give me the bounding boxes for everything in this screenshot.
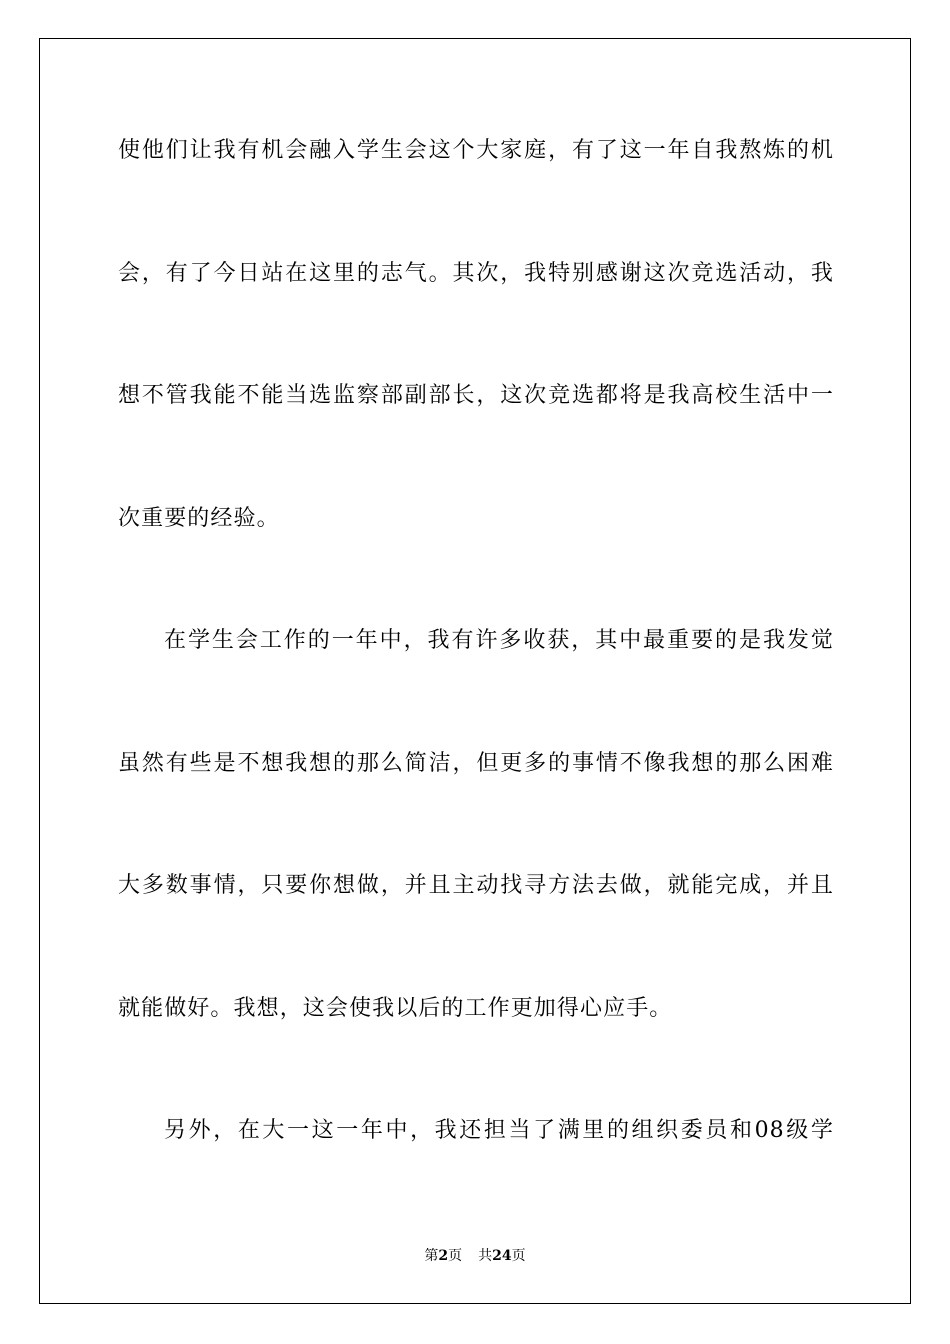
footer-total-pages: 24 — [492, 1248, 512, 1264]
body-text-line-4: 次重要的经验。 — [118, 506, 280, 531]
body-text-line-9: 另外，在大一这一年中，我还担当了满里的组织委员和08级学 — [164, 1118, 834, 1143]
footer-page-number: 2 — [438, 1248, 449, 1264]
body-text-line-7: 大多数事情，只要你想做，并且主动找寻方法去做，就能完成，并且 — [118, 873, 834, 898]
footer-page-prefix: 第 — [424, 1248, 439, 1264]
footer-total-suffix: 页 — [511, 1248, 526, 1264]
body-text-line-2: 会，有了今日站在这里的志气。其次，我特别感谢这次竞选活动，我 — [118, 261, 834, 286]
body-text-line-1: 使他们让我有机会融入学生会这个大家庭，有了这一年自我熬炼的机 — [118, 138, 834, 163]
body-text-line-6: 虽然有些是不想我想的那么简洁，但更多的事情不像我想的那么困难 — [118, 751, 834, 776]
footer-page-suffix: 页 — [448, 1248, 463, 1264]
body-text-line-5: 在学生会工作的一年中，我有许多收获，其中最重要的是我发觉 — [164, 628, 834, 653]
footer-total-prefix: 共 — [478, 1248, 493, 1264]
body-text-line-8: 就能做好。我想，这会使我以后的工作更加得心应手。 — [118, 996, 673, 1021]
page-footer — [0, 1246, 950, 1266]
body-text-line-3: 想不管我能不能当选监察部副部长，这次竞选都将是我高校生活中一 — [118, 383, 834, 408]
